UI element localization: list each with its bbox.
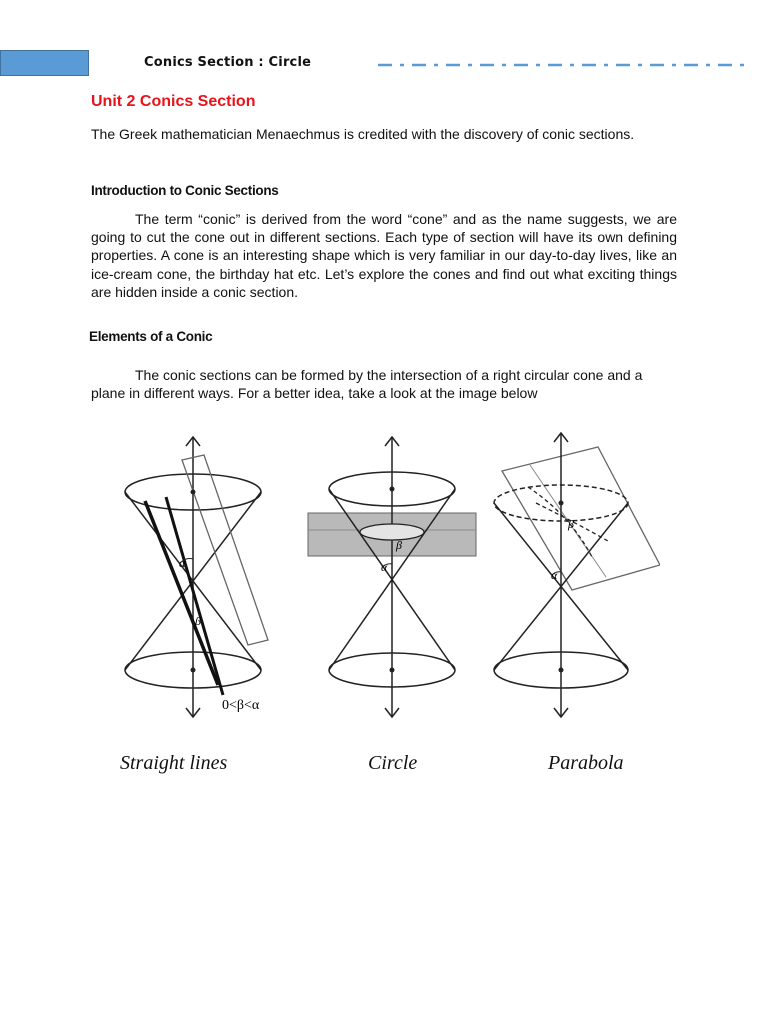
section-body-elements: The conic sections can be formed by the intersection of a right circular cone and a plane in different ways. For a better idea, take a look at the image below: [91, 367, 643, 402]
header-accent-tab: [0, 50, 89, 76]
beta-label: β: [396, 538, 402, 552]
running-header-title: Conics Section : Circle: [144, 55, 312, 70]
alpha-label: α: [551, 568, 558, 582]
beta-label: β: [195, 614, 201, 628]
cone-circle: [308, 437, 476, 717]
caption-parabola: Parabola: [548, 752, 624, 774]
alpha-label: α: [179, 556, 186, 570]
cone-parabola: [494, 433, 660, 717]
unit-title: Unit 2 Conics Section: [91, 93, 256, 110]
caption-circle: Circle: [368, 752, 418, 774]
alpha-label: α: [381, 560, 388, 574]
beta-alpha-condition: 0<β<α: [222, 698, 260, 713]
beta-label: β: [568, 517, 574, 531]
intro-sentence: The Greek mathematician Menaechmus is credited with the discovery of conic sections.: [91, 126, 635, 142]
cone-straight-lines: [125, 437, 268, 717]
section-heading-elements: Elements of a Conic: [89, 329, 213, 344]
caption-straight-lines: Straight lines: [120, 752, 228, 774]
header-dash-rule: [378, 63, 750, 67]
conic-sections-figure: [100, 425, 660, 725]
section-body-introduction: The term “conic” is derived from the word “cone” and as the name suggests, we are going to cut the cone out in different sections. Each type of section will have its own defining properties. A cone is an interesting shape which is very familiar in our day-to-day lives, like an ice-cream cone, the birthday hat etc. Let’s explore the cones and find out what exciting things are hidden inside a conic section.: [91, 211, 677, 300]
section-heading-introduction: Introduction to Conic Sections: [91, 183, 279, 198]
